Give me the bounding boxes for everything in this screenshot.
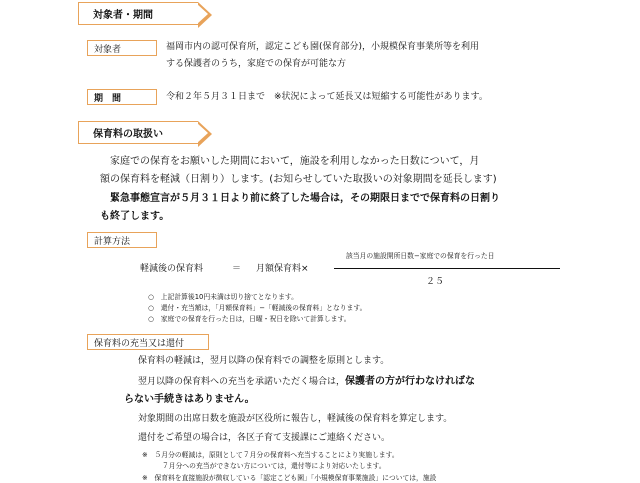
section-header-target-period: [78, 2, 198, 25]
refund-note2: ７月分への充当ができない方については，還付等により対応いたします。: [162, 462, 386, 470]
arrow-icon: [198, 2, 212, 28]
para1-line1: 家庭での保育をお願いした期間において，施設を利用しなかった日数について，月: [110, 156, 480, 167]
calc-note-2: ○ 還付・充当額は，「月額保育料」−「軽減後の保育料」となります。: [148, 304, 367, 312]
calc-lhs: 軽減後の保育料: [140, 264, 204, 274]
calc-denominator: ２５: [426, 277, 445, 287]
fraction-line: [334, 268, 560, 269]
target-text-line2: する保護者のうち，家庭での保育が可能な方: [166, 59, 347, 69]
calc-numerator: 該当月の施設開所日数−家庭での保育を行った日: [346, 252, 495, 260]
period-text: 令和２年５月３１日まで ※状況によって延長又は短縮する可能性があります。: [166, 92, 488, 102]
calc-monthly: 月額保育料×: [256, 264, 309, 274]
target-label: 対象者: [87, 40, 157, 56]
refund-line3: らない手続きはありません。: [124, 394, 255, 405]
section-title: 対象者・期間: [93, 10, 153, 21]
refund-note3: ※ 保育料を直接施設が徴収している「認定こども園」「小規模保育事業施設」については，施設: [142, 474, 437, 482]
calc-label: 計算方法: [87, 232, 157, 248]
calc-note-3: ○ 家庭での保育を行った日は，日曜・祝日を除いて計算します。: [148, 315, 351, 323]
arrow-icon: [198, 121, 212, 147]
calc-equals: ＝: [232, 264, 242, 274]
target-text-line1: 福岡市内の認可保育所，認定こども園(保育部分)，小規模保育事業所等を利用: [166, 42, 480, 52]
para2-line2: も終了します。: [100, 211, 170, 222]
refund-note1: ※ ５月分の軽減は，原則として７月分の保育料へ充当することにより実施します。: [142, 451, 399, 459]
refund-line4: 対象期間の出席日数を施設が区役所に報告し，軽減後の保育料を算定します。: [138, 414, 453, 424]
section-title: 保育料の取扱い: [93, 129, 163, 140]
section-header-fee-handling: [78, 121, 198, 144]
refund-line5: 還付をご希望の場合は，各区子育て支援課にご連絡ください。: [138, 433, 391, 443]
refund-label: 保育料の充当又は還付: [87, 334, 209, 350]
refund-line1: 保育料の軽減は，翌月以降の保育料での調整を原則とします。: [138, 356, 390, 366]
para2-line1: 緊急事態宣言が５月３１日より前に終了した場合は，その期限日までで保育料の日割り: [110, 193, 500, 204]
calc-note-1: ○ 上記計算後10円未満は切り捨てとなります。: [148, 293, 298, 301]
refund-line2: 翌月以降の保育料への充当を承諾いただく場合は，保護者の方が行わなければな: [138, 376, 476, 387]
para1-line2: 額の保育料を軽減（日割り）します。(お知らせしていた取扱いの対象期間を延長します): [100, 174, 497, 185]
period-label: 期 間: [87, 89, 157, 105]
